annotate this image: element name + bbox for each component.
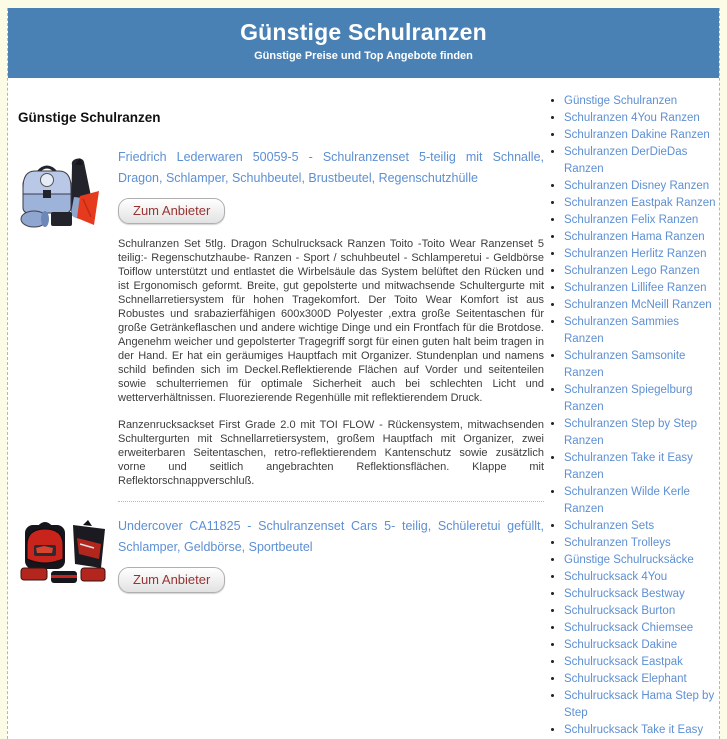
sidebar-link[interactable]: Schulranzen Take it Easy Ranzen bbox=[564, 452, 693, 481]
product-title-link[interactable]: Friedrich Lederwaren 50059-5 - Schulranzenset 5-teilig mit Schnalle, Dragon, Schlamper, Schuhbeutel, Brustbeutel, Regenschutzhülle bbox=[118, 150, 544, 185]
sidebar-link[interactable]: Schulrucksack Dakine bbox=[564, 639, 678, 651]
product-image-cars-satchel-set[interactable] bbox=[20, 518, 110, 606]
sidebar-link[interactable]: Schulranzen Hama Ranzen bbox=[564, 231, 705, 243]
sidebar-list-item bbox=[564, 416, 716, 450]
sidebar-list-item bbox=[564, 178, 716, 195]
product-description-paragraph: Schulranzen Set 5tlg. Dragon Schulrucksack Ranzen Toito -Toito Wear Ranzenset 5 teilig:- Regenschutzhaube- Ranzen - Sport / schuhbeutel - Schlamperetui - Geldbörse Toiflow unterstützt und entlastet die Wirbelsäule das System belüftet den Rücken und ist Ergonomisch geformt. Breite, gut gepolsterte und mitwachsende Schultergurte mit Schnellarretiersystem für hohen Tragekomfort. Der Toito Wear Komfort ist aus Robustes und srabazierfähigen 600x300D Polyester ,extra große Seitentaschen für große Getränkeflaschen und andere wichtige Dinge und ein Frontfach für die Brotdose. Angenehm weicher und gepolsterter Tragegriff sorgt für einen guten halt beim tragen in der Hand. Er hat ein geräumiges Hauptfach mit Organizer. Stundenplan und namens schild befinden sich im Deckel.Reflektierende Flächen auf Vorder und seitenteilen sowie schulterriemen für optimale Sicherheit auch bei schlechten Licht und wetterverhältnissen. Fluorezierende Regenhülle mit reflektierendem Druck. bbox=[118, 238, 544, 404]
sidebar-link[interactable]: Schulrucksack Hama Step by Step bbox=[564, 690, 715, 719]
content-columns bbox=[8, 78, 719, 739]
site-subtitle: Günstige Preise und Top Angebote finden bbox=[254, 50, 473, 62]
sidebar-link[interactable]: Schulranzen Sammies Ranzen bbox=[564, 316, 680, 345]
sidebar-list-item bbox=[564, 195, 716, 212]
sidebar-list-item bbox=[564, 382, 716, 416]
sidebar-list-item bbox=[564, 671, 716, 688]
sidebar-list-item bbox=[564, 110, 716, 127]
sidebar-list-item bbox=[564, 348, 716, 382]
site-header bbox=[8, 8, 719, 78]
product-separator bbox=[118, 501, 544, 502]
sidebar-list-item bbox=[564, 127, 716, 144]
sidebar-list-item bbox=[564, 637, 716, 654]
page-container bbox=[7, 8, 720, 739]
sidebar-link[interactable]: Schulranzen Step by Step Ranzen bbox=[564, 418, 697, 447]
sidebar-link-list bbox=[548, 93, 716, 739]
sidebar-link[interactable]: Schulranzen Lillifee Ranzen bbox=[564, 282, 707, 294]
sidebar-list-item bbox=[564, 620, 716, 637]
sidebar-list-item bbox=[564, 450, 716, 484]
product-button-row bbox=[118, 558, 544, 593]
sidebar-list-item bbox=[564, 552, 716, 569]
sidebar-list-item bbox=[564, 246, 716, 263]
sidebar-link[interactable]: Schulranzen Spiegelburg Ranzen bbox=[564, 384, 693, 413]
sidebar-link[interactable]: Schulranzen Wilde Kerle Ranzen bbox=[564, 486, 690, 515]
product-item bbox=[18, 516, 544, 593]
sidebar-list-item bbox=[564, 535, 716, 552]
sidebar-link[interactable]: Schulranzen Felix Ranzen bbox=[564, 214, 699, 226]
sidebar-link[interactable]: Schulranzen 4You Ranzen bbox=[564, 112, 700, 124]
sidebar-list-item bbox=[564, 654, 716, 671]
site-title: Günstige Schulranzen bbox=[240, 19, 487, 45]
sidebar-list-item bbox=[564, 144, 716, 178]
sidebar-link[interactable]: Schulranzen Dakine Ranzen bbox=[564, 129, 710, 141]
offer-button[interactable]: Zum Anbieter bbox=[118, 198, 225, 224]
sidebar-list-item bbox=[564, 297, 716, 314]
sidebar-list-item bbox=[564, 569, 716, 586]
sidebar-link[interactable]: Schulranzen DerDieDas Ranzen bbox=[564, 146, 688, 175]
product-details bbox=[118, 516, 544, 593]
sidebar-list-item bbox=[564, 229, 716, 246]
sidebar-link[interactable]: Günstige Schulrucksäcke bbox=[564, 554, 694, 566]
sidebar-list-item bbox=[564, 688, 716, 722]
sidebar-link[interactable]: Schulrucksack Elephant bbox=[564, 673, 687, 685]
sidebar-list-item bbox=[564, 263, 716, 280]
sidebar-list-item bbox=[564, 314, 716, 348]
sidebar-link[interactable]: Schulrucksack Burton bbox=[564, 605, 676, 617]
sidebar-list-item bbox=[564, 484, 716, 518]
sidebar bbox=[548, 78, 716, 739]
sidebar-link[interactable]: Schulranzen Herlitz Ranzen bbox=[564, 248, 707, 260]
sidebar-link[interactable]: Schulrucksack Chiemsee bbox=[564, 622, 694, 634]
product-item bbox=[18, 147, 544, 488]
sidebar-list-item bbox=[564, 586, 716, 603]
sidebar-link[interactable]: Schulranzen Disney Ranzen bbox=[564, 180, 710, 192]
product-description-paragraph: Ranzenrucksackset First Grade 2.0 mit TOI FLOW - Rückensystem, mitwachsenden Schultergurten mit Schnellarretiersystem, großem Hauptfach mit Organizer, zwei erweiterbaren Seitentaschen, retro-reflektierendem Kantenschutz sowie zusätzlich vorne und seitlich angebrachten Reflektionsflächen. Klappe mit Reflektorschnappverschluß. bbox=[118, 419, 544, 487]
product-image-blue-satchel-set[interactable] bbox=[20, 149, 110, 237]
sidebar-list-item bbox=[564, 280, 716, 297]
sidebar-link[interactable]: Günstige Schulranzen bbox=[564, 95, 678, 107]
sidebar-link[interactable]: Schulranzen Eastpak Ranzen bbox=[564, 197, 716, 209]
sidebar-list-item bbox=[564, 518, 716, 535]
sidebar-link[interactable]: Schulrucksack Eastpak bbox=[564, 656, 683, 668]
offer-button[interactable]: Zum Anbieter bbox=[118, 567, 225, 593]
product-button-row bbox=[118, 189, 544, 224]
sidebar-link[interactable]: Schulranzen Trolleys bbox=[564, 537, 671, 549]
page-title: Günstige Schulranzen bbox=[18, 110, 161, 125]
sidebar-link[interactable]: Schulranzen McNeill Ranzen bbox=[564, 299, 712, 311]
sidebar-link[interactable]: Schulranzen Samsonite Ranzen bbox=[564, 350, 686, 379]
main-content bbox=[8, 78, 544, 739]
sidebar-list-item bbox=[564, 212, 716, 229]
sidebar-link[interactable]: Schulranzen Sets bbox=[564, 520, 655, 532]
product-details bbox=[118, 147, 544, 488]
sidebar-link[interactable]: Schulrucksack Bestway bbox=[564, 588, 685, 600]
sidebar-link[interactable]: Schulranzen Lego Ranzen bbox=[564, 265, 700, 277]
sidebar-link[interactable]: Schulrucksack Take it Easy bbox=[564, 724, 704, 736]
product-title-link[interactable]: Undercover CA11825 - Schulranzenset Cars 5- teilig, Schüleretui gefüllt, Schlamper, Geldbörse, Sportbeutel bbox=[118, 519, 544, 554]
sidebar-list-item bbox=[564, 93, 716, 110]
sidebar-link[interactable]: Schulrucksack 4You bbox=[564, 571, 668, 583]
sidebar-list-item bbox=[564, 722, 716, 739]
sidebar-list-item bbox=[564, 603, 716, 620]
